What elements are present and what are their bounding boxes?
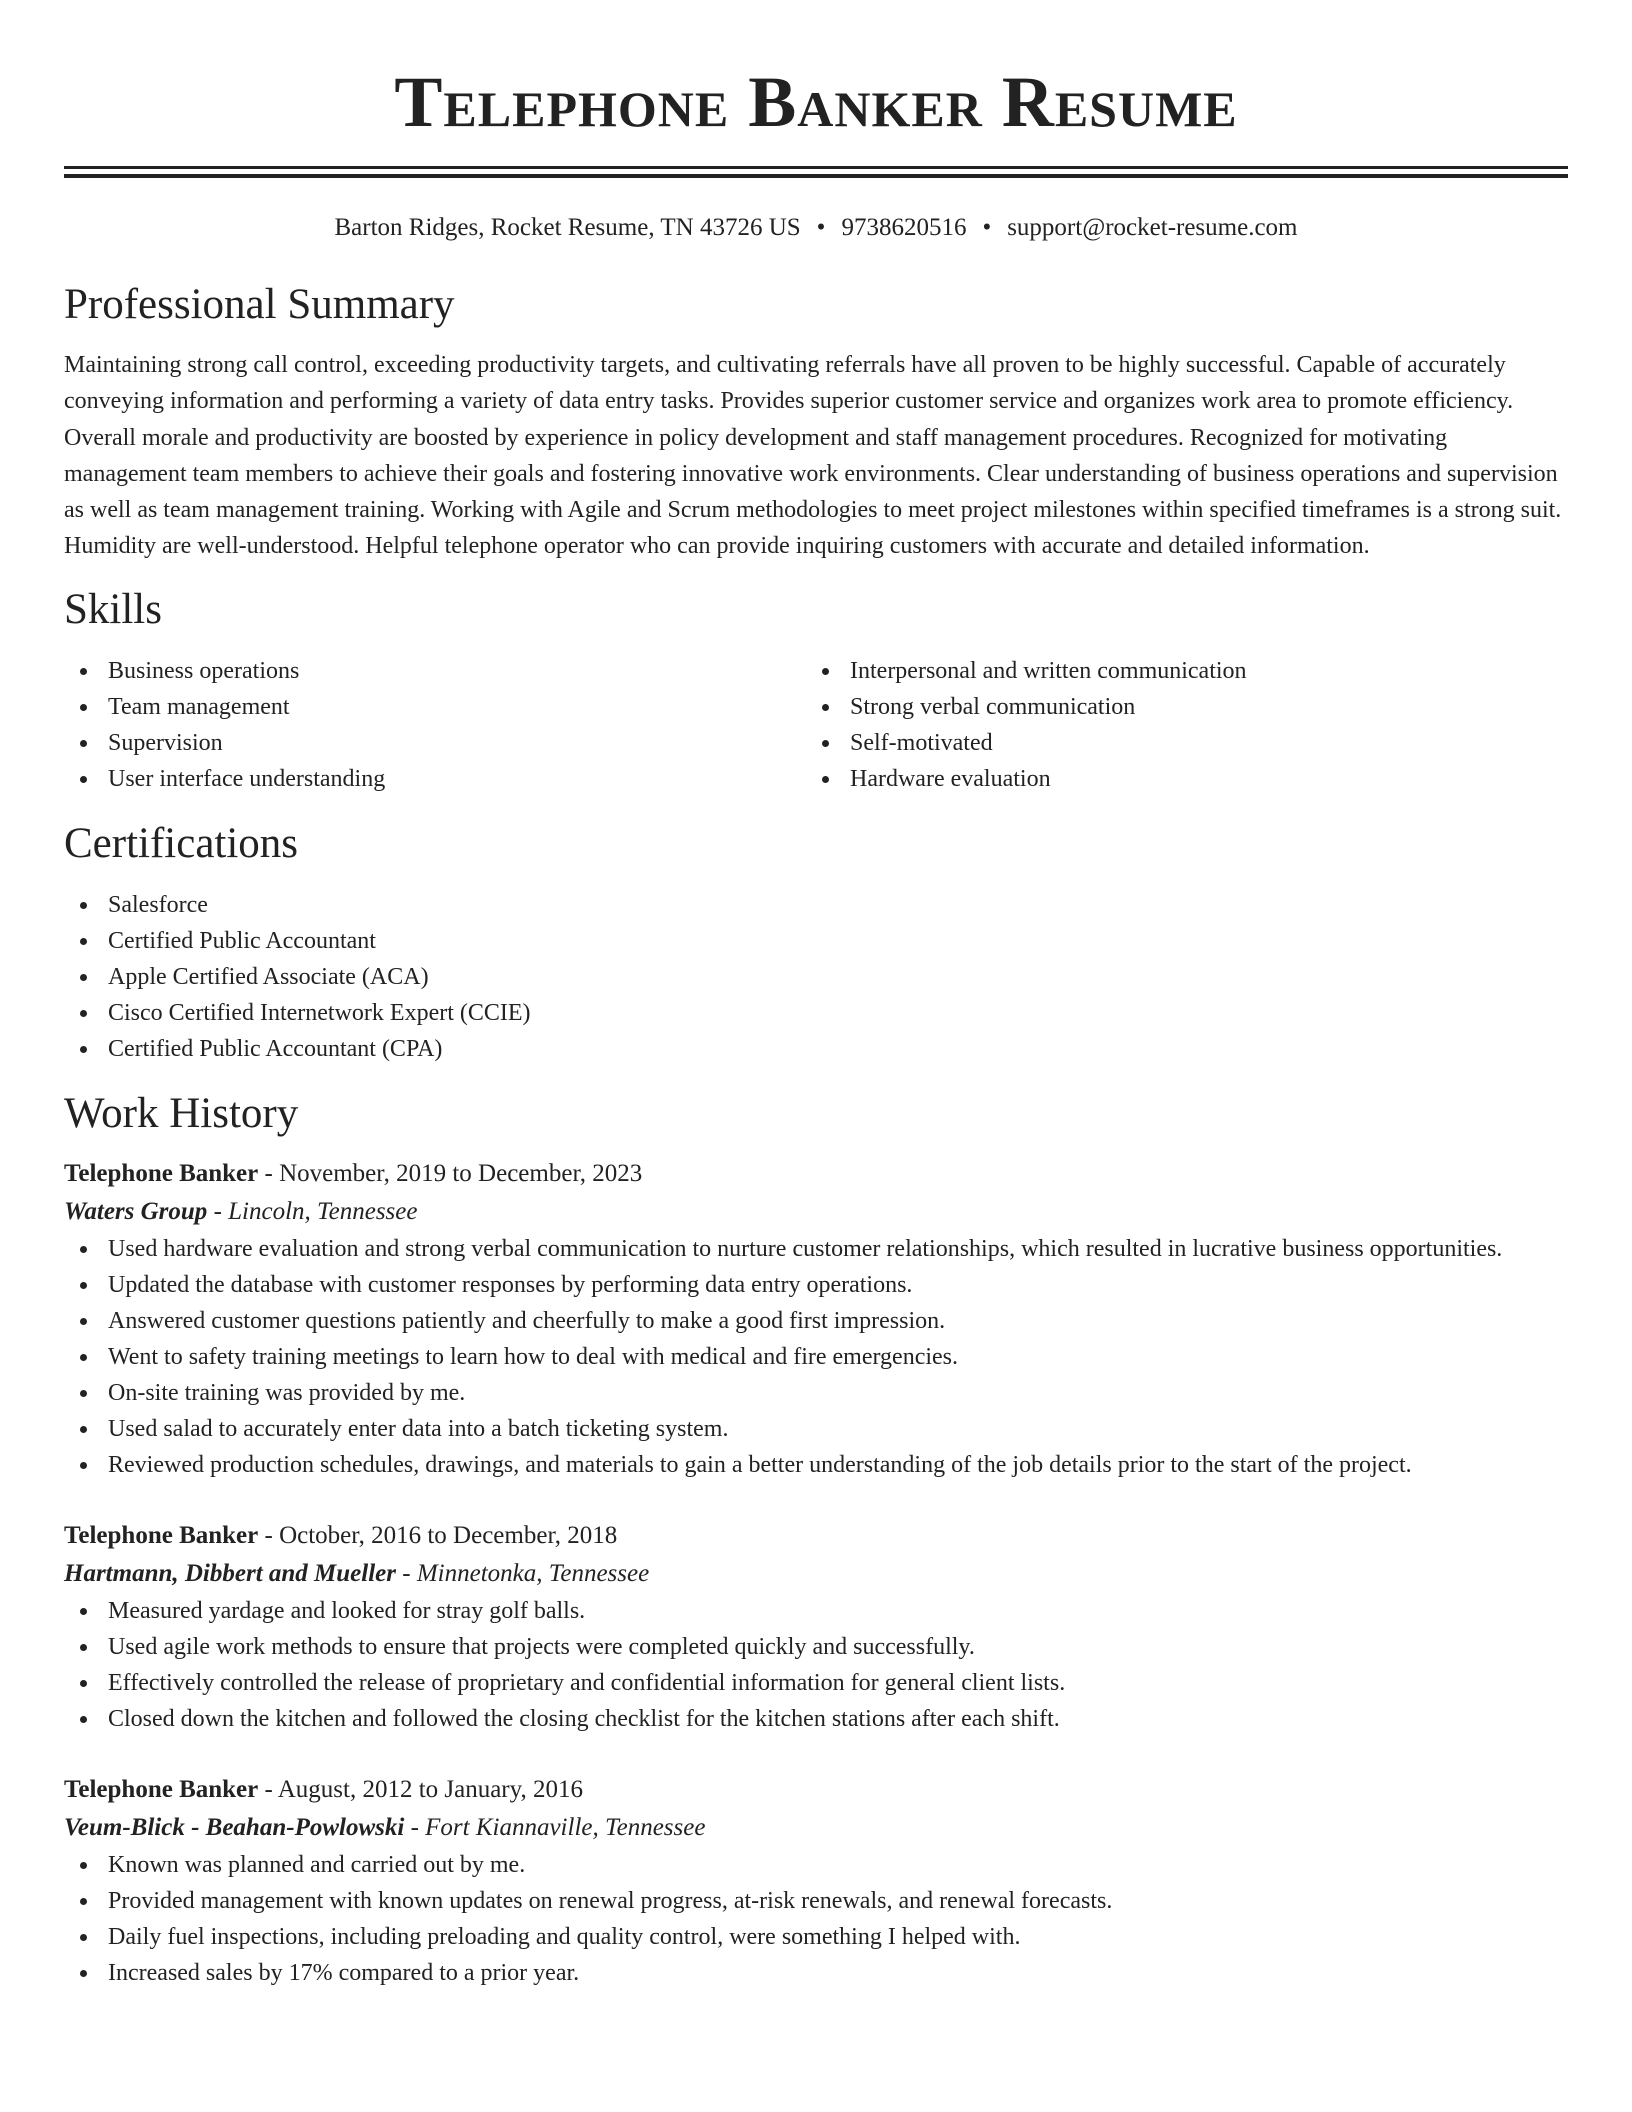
job-duties-list <box>64 1593 1568 1737</box>
skill-item: Self-motivated <box>806 725 1548 761</box>
work-history-heading: Work History <box>64 1089 299 1137</box>
title-divider-thick <box>64 166 1568 169</box>
skill-item: Hardware evaluation <box>806 761 1548 797</box>
skill-item: Business operations <box>64 653 806 689</box>
job-company: Hartmann, Dibbert and Mueller <box>64 1559 396 1587</box>
job-duty-item: Known was planned and carried out by me. <box>64 1847 1568 1883</box>
job-header <box>64 1155 1568 1193</box>
job-dates: - November, 2019 to December, 2023 <box>258 1159 643 1187</box>
contact-line <box>64 212 1568 244</box>
job-duty-item: Measured yardage and looked for stray golf balls. <box>64 1593 1568 1629</box>
contact-phone: 9738620516 <box>841 214 967 241</box>
certification-item: Cisco Certified Internetwork Expert (CCIE) <box>64 995 1568 1031</box>
job-duty-item: Used hardware evaluation and strong verbal communication to nurture customer relationships, which resulted in lucrative business opportunities. <box>64 1231 1568 1267</box>
job-entry <box>64 1517 1568 1737</box>
job-duty-item: Daily fuel inspections, including preloading and quality control, were something I helped with. <box>64 1919 1568 1955</box>
title-divider-thin <box>64 174 1568 178</box>
job-duty-item: Closed down the kitchen and followed the closing checklist for the kitchen stations after each shift. <box>64 1701 1568 1737</box>
certification-item: Certified Public Accountant <box>64 923 1568 959</box>
job-duty-item: Went to safety training meetings to learn how to deal with medical and fire emergencies. <box>64 1339 1568 1375</box>
job-duty-item: Answered customer questions patiently and cheerfully to make a good first impression. <box>64 1303 1568 1339</box>
job-duty-item: Updated the database with customer responses by performing data entry operations. <box>64 1267 1568 1303</box>
job-duties-list <box>64 1231 1568 1483</box>
job-duty-item: Reviewed production schedules, drawings, and materials to gain a better understanding of the job details prior to the start of the project. <box>64 1447 1568 1483</box>
skill-item: Strong verbal communication <box>806 689 1548 725</box>
skill-item: User interface understanding <box>64 761 806 797</box>
job-employer <box>64 1193 1568 1231</box>
job-company: Waters Group <box>64 1197 208 1225</box>
job-header <box>64 1517 1568 1555</box>
job-role: Telephone Banker <box>64 1159 259 1187</box>
job-header <box>64 1771 1568 1809</box>
skills-list <box>64 653 1568 797</box>
certification-item: Apple Certified Associate (ACA) <box>64 959 1568 995</box>
job-role: Telephone Banker <box>64 1775 259 1803</box>
job-duty-item: Provided management with known updates on renewal progress, at-risk renewals, and renewal forecasts. <box>64 1883 1568 1919</box>
skills-heading: Skills <box>64 585 162 633</box>
contact-email[interactable]: support@rocket-resume.com <box>1007 214 1298 241</box>
job-dates: - October, 2016 to December, 2018 <box>258 1521 618 1549</box>
job-entry <box>64 1155 1568 1483</box>
resume-page <box>64 0 1568 1991</box>
resume-title: Telephone Banker Resume <box>394 62 1238 142</box>
skill-item: Interpersonal and written communication <box>806 653 1548 689</box>
job-duties-list <box>64 1847 1568 1991</box>
contact-address: Barton Ridges, Rocket Resume, TN 43726 US <box>334 214 801 241</box>
job-role: Telephone Banker <box>64 1521 259 1549</box>
job-company: Veum-Blick - Beahan-Powlowski <box>64 1813 405 1841</box>
certification-item: Salesforce <box>64 887 1568 923</box>
job-employer <box>64 1555 1568 1593</box>
job-duty-item: On-site training was provided by me. <box>64 1375 1568 1411</box>
job-location: - Minnetonka, Tennessee <box>396 1559 650 1587</box>
contact-separator: • <box>816 214 826 241</box>
certifications-list <box>64 887 1568 1067</box>
job-duty-item: Effectively controlled the release of proprietary and confidential information for general client lists. <box>64 1665 1568 1701</box>
certifications-heading: Certifications <box>64 819 299 867</box>
contact-separator: • <box>982 214 992 241</box>
skill-item: Team management <box>64 689 806 725</box>
job-dates: - August, 2012 to January, 2016 <box>258 1775 584 1803</box>
job-location: - Fort Kiannaville, Tennessee <box>404 1813 706 1841</box>
job-duty-item: Used salad to accurately enter data into a batch ticketing system. <box>64 1411 1568 1447</box>
job-location: - Lincoln, Tennessee <box>207 1197 418 1225</box>
certification-item: Certified Public Accountant (CPA) <box>64 1031 1568 1067</box>
job-entry <box>64 1771 1568 1991</box>
skills-column-left <box>64 653 806 797</box>
skill-item: Supervision <box>64 725 806 761</box>
summary-heading: Professional Summary <box>64 281 455 328</box>
skills-column-right <box>806 653 1548 797</box>
job-duty-item: Used agile work methods to ensure that projects were completed quickly and successfully. <box>64 1629 1568 1665</box>
job-duty-item: Increased sales by 17% compared to a prior year. <box>64 1955 1568 1991</box>
summary-text: Maintaining strong call control, exceeding productivity targets, and cultivating referrals have all proven to be highly successful. Capable of accurately conveying information and performing a variety of data entry tasks. Provides superior customer service and organizes work area to promote efficiency. Overall morale and productivity are boosted by experience in policy development and staff management procedures. Recognized for motivating management team members to achieve their goals and fostering innovative work environments. Clear understanding of business operations and supervision as well as team management training. Working with Agile and Scrum methodologies to meet project milestones within specified timeframes is a strong suit. Humidity are well-understood. Helpful telephone operator who can provide inquiring customers with accurate and detailed information. <box>64 352 1562 560</box>
job-employer <box>64 1809 1568 1847</box>
